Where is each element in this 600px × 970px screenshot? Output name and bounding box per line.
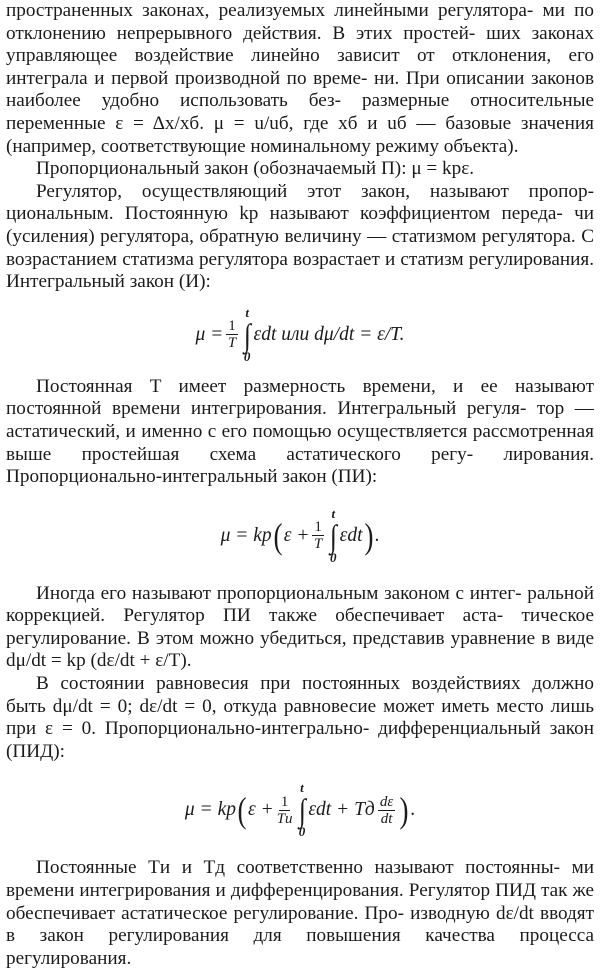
text-line: ми времени интегрирования и дифференцирования. Регулятор [6, 857, 594, 902]
integral-lower-limit: 0 [298, 824, 306, 840]
paragraph-equilibrium [6, 673, 594, 763]
text-line: тическое регулирование. В этом можно убедиться, представив [6, 605, 595, 649]
text-line: Постоянная T имеет размерность времени, и ее называют [36, 375, 594, 397]
text-line: Постоянные Tи и Tд соответственно называют постоянны- [36, 857, 561, 879]
integral-sign: t ∫ 0 [243, 304, 251, 364]
text-line: пространенных законах, реализуемых линейными регулятора- [6, 0, 534, 21]
formula-end: . [410, 799, 416, 821]
text-line: ших законах управляющее воздействие линейно зависит от [6, 22, 595, 67]
text-line: ПИД так же обеспечивает астатическое регулирование. Про- [6, 880, 595, 924]
integral-lower-limit: 0 [330, 549, 337, 565]
text-line: дифференциальный закон (ПИД): [6, 718, 594, 762]
text-line: размерные относительные переменные ε = Δx/xб. μ = u/uб, [6, 90, 594, 134]
text-line: рассмотренная выше простейшая схема астатического регу- [6, 420, 594, 465]
formula-fraction [277, 794, 293, 827]
document-page [6, 0, 594, 970]
formula-pid-law: μ = kр ( ε + $\frac{1}{Tи}$ t ∫ 0 εdt + Tд $\frac{d\varepsilon}{dt}$ ) . [184, 780, 416, 840]
integral-upper-limit: t [331, 505, 336, 521]
formula-body: εdt [339, 524, 363, 546]
formula-derivative [378, 794, 395, 827]
formula-body: εdt + Tд [308, 799, 375, 821]
fraction-numerator: dε [379, 793, 394, 810]
text-line: где xб и uб — базовые значения (например, соответствующие [6, 112, 595, 157]
text-line: иметь место лишь при ε = 0. Пропорционально-интегрально- [6, 695, 595, 740]
text-line: ральной коррекцией. Регулятор ПИ также обеспечивает аста- [6, 582, 594, 627]
paragraph-pid-constants [6, 857, 594, 970]
fraction-numerator: 1 [228, 318, 236, 335]
formula-fraction [226, 318, 238, 351]
text-line: должно быть dμ/dt = 0; dε/dt = 0, откуда равновесие может [6, 673, 594, 717]
fraction-denominator: T [227, 335, 237, 352]
text-line: чи (усиления) регулятора, обратную величину — статизмом [6, 203, 594, 247]
formula-eps: ε + [283, 524, 310, 546]
formula-integral-law [6, 294, 594, 376]
text-line: Иногда его называют пропорциональным законом с интег- [36, 582, 522, 604]
paragraph-pi-description [6, 583, 594, 673]
integral-sign: t ∫ 0 [329, 505, 337, 565]
text-line: В состоянии равновесия при постоянных воздействиях [36, 673, 521, 695]
text-line: Регулятор, осуществляющий этот закон, называют пропор- [36, 180, 594, 202]
integral-upper-limit: t [300, 780, 304, 796]
text-line: циональным. Постоянную kр называют коэффициентом переда- [6, 203, 563, 225]
paragraph-proportional-regulator [6, 181, 594, 294]
integral-lower-limit: 0 [243, 348, 251, 364]
fraction-numerator: 1 [280, 793, 289, 810]
text-line: качества процесса регулирования. [6, 925, 594, 969]
fraction-numerator: 1 [314, 519, 322, 536]
text-line: тор — астатический, и именно с его помощью осуществляется [6, 398, 594, 442]
text-line: регулятора. С возрастанием статизма регулятора возрастает и [6, 225, 594, 270]
formula-pi-law: μ = kр ( ε + $\frac{1}{T}$ t ∫ 0 εdt ) . [220, 505, 380, 565]
text-line: номинальному режиму объекта). [250, 135, 519, 157]
formula-mu: μ = [195, 323, 224, 345]
paragraph-proportional-law [6, 158, 594, 181]
formula-left: μ = kр [184, 799, 236, 821]
fraction-denominator: dt [380, 810, 393, 827]
text-line: изводную dε/dt вводят в закон регулирования для повышения [6, 902, 595, 947]
text-line: статизм регулирования. Интегральный закон (И): [6, 248, 595, 293]
formula-body: εdt или dμ/dt = ε/T. [253, 323, 405, 345]
paragraph-integral-constant [6, 376, 594, 489]
text-line: ми по отклонению непрерывного действия. В этих простей- [6, 0, 594, 44]
formula-end: . [374, 524, 380, 546]
integral-upper-limit: t [245, 304, 249, 320]
text-line: лирования. Пропорционально-интегральный закон (ПИ): [6, 443, 594, 488]
text-line: Пропорциональный закон (обозначаемый П): μ = kpε. [36, 158, 475, 180]
text-line: уравнение в виде dμ/dt = kр (dε/dt + ε/T). [6, 627, 594, 672]
text-line: ни. При описании законов наиболее удобно использовать без- [6, 67, 594, 112]
formula-fraction [312, 519, 324, 552]
text-line: отклонения, его интеграла и первой производной по време- [6, 45, 594, 89]
fraction-denominator: Tи [276, 810, 293, 827]
integral-sign: t ∫ 0 [298, 780, 306, 840]
text-line: постоянной времени интегрирования. Интегральный регуля- [6, 398, 527, 420]
paragraph-intro [6, 0, 594, 158]
formula-eps: ε + [248, 799, 274, 821]
fraction-denominator: T [313, 536, 323, 553]
formula-left: μ = kр [220, 524, 272, 546]
